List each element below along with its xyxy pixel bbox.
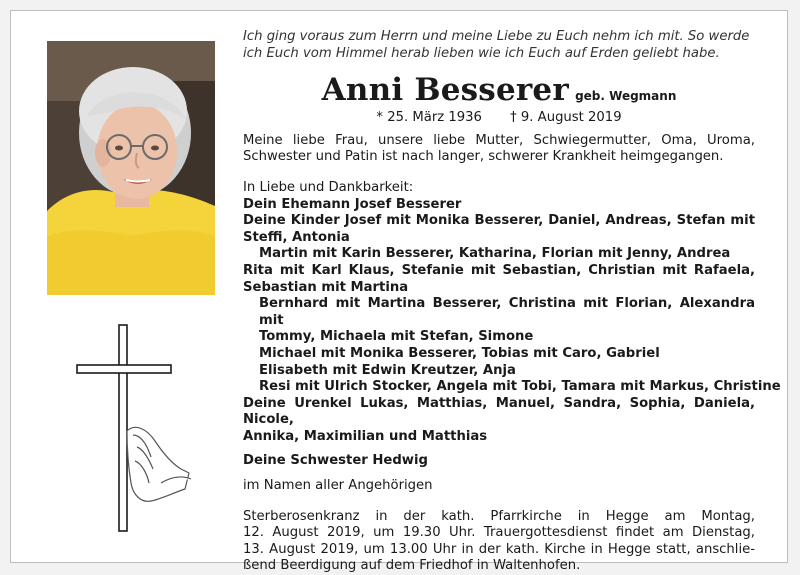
obituary-page xyxy=(10,10,788,574)
cross-with-praying-hands-icon xyxy=(75,323,195,537)
deceased-name: Anni Besserer xyxy=(321,72,569,109)
mourners-list xyxy=(243,179,781,495)
intro-text xyxy=(243,133,755,166)
children-line: Michael mit Monika Besserer, Tobias mit Caro, Gabriel xyxy=(259,345,660,361)
children-line: Rita mit Karl Klaus, Stefanie mit Sebastian, Christian mit Rafaela, xyxy=(243,262,755,278)
children-line: Deine Kinder Josef mit Monika Besserer, Daniel, Andreas, Stefan mit xyxy=(243,213,755,229)
children-line: Resi mit Ulrich Stocker, Angela mit Tobi, Tamara mit Markus, Christine xyxy=(259,379,781,395)
children-line: Tommy, Michaela mit Stefan, Simone xyxy=(259,329,534,345)
birth-date: * 25. März 1936 xyxy=(376,110,482,126)
memorial-quote xyxy=(243,29,755,62)
greatgrandchildren-line: Deine Urenkel Lukas, Matthias, Manuel, Sandra, Sophia, Daniela, Nicole, xyxy=(243,395,755,428)
children-line: Elisabeth mit Edwin Kreutzer, Anja xyxy=(259,362,516,378)
obituary-text xyxy=(243,29,781,575)
mourners-heading: In Liebe und Dankbarkeit: xyxy=(243,179,414,195)
funeral-line: Sterberosenkranz in der kath. Pfarrkirche in Hegge am Montag, xyxy=(243,508,755,524)
sister-line: Deine Schwester Hedwig xyxy=(243,453,428,469)
quote-line: Ich ging voraus zum Herrn und meine Liebe zu Euch nehm ich mit. So werde xyxy=(243,29,750,44)
deceased-heading xyxy=(243,72,755,108)
children-line: Bernhard mit Martina Besserer, Christina mit Florian, Alexandra mit xyxy=(259,296,755,328)
intro-line: Schwester und Patin ist nach langer, schwerer Krankheit heimgegangen. xyxy=(243,149,724,165)
greatgrandchildren-line: Annika, Maximilian und Matthias xyxy=(243,428,488,444)
funeral-details xyxy=(243,509,755,575)
portrait-photo xyxy=(47,41,215,295)
children-line: Martin mit Karin Besserer, Katharina, Florian mit Jenny, Andrea xyxy=(259,246,731,262)
children-line: Sebastian mit Martina xyxy=(243,279,409,295)
funeral-line: 12. August 2019, um 19.30 Uhr. Trauergottesdienst findet am Dienstag, xyxy=(243,525,755,541)
funeral-line: ßend Beerdigung auf dem Friedhof in Waltenhofen. xyxy=(243,558,581,574)
quote-line: ich Euch vom Himmel herab lieben wie ich Euch auf Erden geliebt habe. xyxy=(243,45,720,61)
maiden-name: geb. Wegmann xyxy=(575,89,677,104)
portrait-photo-image xyxy=(47,41,215,295)
death-date: † 9. August 2019 xyxy=(510,110,622,126)
relatives-line: im Namen aller Angehörigen xyxy=(243,478,433,494)
funeral-line: 13. August 2019, um 13.00 Uhr in der kath. Kirche in Hegge statt, anschlie- xyxy=(243,541,755,557)
children-line: Steffi, Antonia xyxy=(243,229,350,245)
intro-line: Meine liebe Frau, unsere liebe Mutter, Schwiegermutter, Oma, Uroma, xyxy=(243,132,755,148)
life-dates xyxy=(243,110,755,127)
husband-line: Dein Ehemann Josef Besserer xyxy=(243,196,462,212)
